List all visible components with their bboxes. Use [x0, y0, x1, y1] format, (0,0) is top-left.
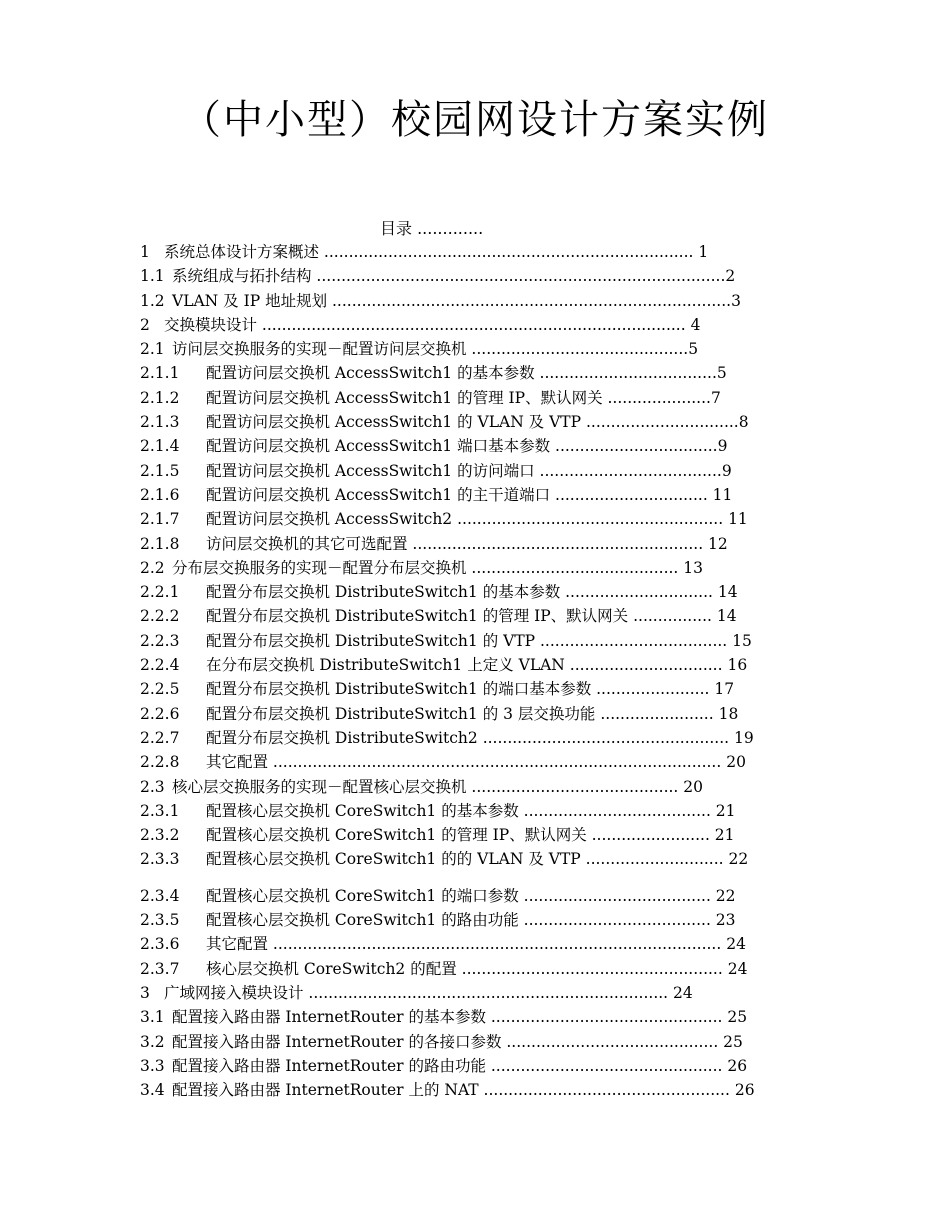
toc-entry[interactable]	[140, 556, 810, 580]
toc-entry[interactable]	[140, 1054, 810, 1078]
toc-entry-text: 配置接入路由器 InternetRouter 的各接口参数 ........................................... 25	[172, 1032, 743, 1051]
toc-entry-number: 1.1	[140, 267, 165, 286]
toc-entry-number: 2.3.7	[140, 959, 180, 978]
toc-entry-text: VLAN 及 IP 地址规划 .................................................................................3	[172, 291, 741, 310]
toc-entry[interactable]	[140, 313, 810, 337]
toc-entry-number: 2.3.2	[140, 826, 180, 845]
toc-entry-text: 配置接入路由器 InternetRouter 的路由功能 ............................................... 26	[172, 1056, 748, 1075]
toc-entry-text: 配置访问层交换机 AccessSwitch1 的基本参数 ....................................5	[206, 364, 727, 383]
toc-entry-number: 2	[140, 315, 150, 334]
toc-entry-number: 2.3	[140, 777, 165, 796]
toc-entry-text: 分布层交换服务的实现－配置分布层交换机 .......................................... 13	[172, 558, 704, 577]
toc-entry-number: 2.2.5	[140, 680, 180, 699]
table-of-contents	[140, 240, 810, 1102]
toc-entry-text: 配置分布层交换机 DistributeSwitch1 的基本参数 .............................. 14	[206, 583, 738, 602]
toc-entry-text: 访问层交换机的其它可选配置 ........................................................... 12	[206, 534, 728, 553]
toc-entry-text: 配置访问层交换机 AccessSwitch2 ...................................................... 11	[206, 510, 748, 529]
toc-entry-number: 2.1.7	[140, 510, 180, 529]
toc-entry-number: 2.2.6	[140, 704, 180, 723]
toc-entry[interactable]	[140, 580, 810, 604]
toc-entry[interactable]	[140, 726, 810, 750]
toc-entry-number: 2.3.5	[140, 911, 180, 930]
toc-entry-number: 2.2.1	[140, 583, 180, 602]
toc-entry-text: 配置访问层交换机 AccessSwitch1 的访问端口 .....................................9	[206, 461, 732, 480]
toc-entry-text: 其它配置 ........................................................................................... 20	[206, 753, 746, 772]
toc-entry[interactable]	[140, 386, 810, 410]
toc-entry[interactable]	[140, 1005, 810, 1029]
toc-entry-number: 2.3.4	[140, 886, 180, 905]
toc-entry-number: 3.4	[140, 1081, 165, 1100]
toc-entry-number: 2.2.2	[140, 607, 180, 626]
toc-entry[interactable]	[140, 932, 810, 956]
toc-entry-number: 2.1.2	[140, 388, 180, 407]
toc-entry[interactable]	[140, 337, 810, 361]
toc-entry-text: 核心层交换服务的实现－配置核心层交换机 .......................................... 20	[172, 777, 704, 796]
toc-entry-text: 配置分布层交换机 DistributeSwitch1 的管理 IP、默认网关 ................ 14	[206, 607, 737, 626]
toc-entry-number: 2.1.4	[140, 437, 180, 456]
toc-entry[interactable]	[140, 884, 810, 908]
toc-entry-number: 2.1.3	[140, 413, 180, 432]
toc-entry-number: 2.2	[140, 558, 165, 577]
toc-entry-text: 配置分布层交换机 DistributeSwitch1 的 3 层交换功能 ....................... 18	[206, 704, 739, 723]
toc-entry[interactable]	[140, 289, 810, 313]
toc-entry[interactable]	[140, 264, 810, 288]
toc-entry[interactable]	[140, 823, 810, 847]
toc-entry[interactable]	[140, 981, 810, 1005]
toc-entry-text: 配置核心层交换机 CoreSwitch1 的端口参数 ...................................... 22	[206, 886, 736, 905]
toc-entry[interactable]	[140, 410, 810, 434]
toc-entry-number: 1.2	[140, 291, 165, 310]
toc-entry-number: 2.1.1	[140, 364, 180, 383]
toc-entry-text: 配置分布层交换机 DistributeSwitch2 .................................................. 19	[206, 728, 754, 747]
toc-entry-number: 2.2.7	[140, 728, 180, 747]
toc-entry[interactable]	[140, 240, 810, 264]
toc-entry[interactable]	[140, 908, 810, 932]
toc-entry-text: 配置核心层交换机 CoreSwitch1 的管理 IP、默认网关 ........................ 21	[206, 826, 735, 845]
toc-entry[interactable]	[140, 434, 810, 458]
toc-entry-text: 系统组成与拓扑结构 ...................................................................................2	[172, 267, 736, 286]
toc-entry-number: 3.3	[140, 1056, 165, 1075]
toc-entry-text: 交换模块设计 ...................................................................................... 4	[164, 315, 701, 334]
toc-entry-text: 配置访问层交换机 AccessSwitch1 的 VLAN 及 VTP ...............................8	[206, 413, 749, 432]
toc-entry-text: 配置核心层交换机 CoreSwitch1 的基本参数 ...................................... 21	[206, 801, 736, 820]
toc-entry[interactable]	[140, 847, 810, 871]
toc-entry-number: 1	[140, 243, 150, 261]
toc-entry-text: 配置访问层交换机 AccessSwitch1 的主干道端口 ............................... 11	[206, 485, 733, 504]
toc-entry[interactable]	[140, 957, 810, 981]
toc-entry-number: 2.3.6	[140, 935, 180, 954]
document-title: （中小型）校园网设计方案实例	[181, 97, 769, 143]
toc-entry[interactable]	[140, 532, 810, 556]
toc-entry[interactable]	[140, 629, 810, 653]
toc-entry[interactable]	[140, 702, 810, 726]
toc-entry-text: 配置核心层交换机 CoreSwitch1 的的 VLAN 及 VTP ............................ 22	[206, 850, 749, 869]
toc-entry[interactable]	[140, 750, 810, 774]
toc-entry[interactable]	[140, 1078, 810, 1102]
toc-entry-text: 配置接入路由器 InternetRouter 的基本参数 ............................................... 25	[172, 1008, 748, 1027]
toc-entry[interactable]	[140, 1030, 810, 1054]
toc-entry-number: 2.2.8	[140, 753, 180, 772]
toc-entry[interactable]	[140, 604, 810, 628]
toc-entry[interactable]	[140, 775, 810, 799]
toc-entry-number: 2.1	[140, 340, 165, 359]
toc-entry-number: 2.1.6	[140, 485, 180, 504]
toc-entry-number: 2.2.4	[140, 656, 180, 675]
toc-heading: 目录 .............	[380, 219, 484, 238]
toc-entry-text: 访问层交换服务的实现－配置访问层交换机 ............................................5	[172, 340, 699, 359]
toc-entry-text: 在分布层交换机 DistributeSwitch1 上定义 VLAN ............................... 16	[206, 656, 748, 675]
toc-entry-number: 3.2	[140, 1032, 165, 1051]
toc-entry-text: 配置分布层交换机 DistributeSwitch1 的 VTP ...................................... 15	[206, 631, 752, 650]
toc-entry[interactable]	[140, 677, 810, 701]
toc-entry-text: 配置访问层交换机 AccessSwitch1 的管理 IP、默认网关 .....................7	[206, 388, 721, 407]
toc-entry[interactable]	[140, 361, 810, 385]
toc-entry-text: 其它配置 ........................................................................................... 24	[206, 935, 746, 954]
toc-entry-text: 配置接入路由器 InternetRouter 上的 NAT .................................................. 26	[172, 1081, 755, 1100]
toc-entry-text: 系统总体设计方案概述 ........................................................................... 1	[164, 243, 709, 261]
toc-entry-text: 配置访问层交换机 AccessSwitch1 端口基本参数 .................................9	[206, 437, 728, 456]
toc-entry[interactable]	[140, 459, 810, 483]
toc-entry-text: 配置核心层交换机 CoreSwitch1 的路由功能 ...................................... 23	[206, 911, 736, 930]
toc-entry-text: 核心层交换机 CoreSwitch2 的配置 ..................................................... 24	[206, 959, 748, 978]
toc-entry-number: 2.1.8	[140, 534, 180, 553]
toc-entry-number: 2.3.1	[140, 801, 180, 820]
toc-entry[interactable]	[140, 483, 810, 507]
toc-entry[interactable]	[140, 507, 810, 531]
toc-entry-number: 2.2.3	[140, 631, 180, 650]
toc-entry-text: 广域网接入模块设计 ......................................................................... 24	[164, 983, 693, 1002]
toc-entry-number: 3.1	[140, 1008, 165, 1027]
toc-entry-text: 配置分布层交换机 DistributeSwitch1 的端口基本参数 ....................... 17	[206, 680, 735, 699]
toc-entry-number: 2.3.3	[140, 850, 180, 869]
toc-entry-number: 2.1.5	[140, 461, 180, 480]
toc-entry-number: 3	[140, 983, 150, 1002]
toc-entry[interactable]	[140, 653, 810, 677]
toc-entry[interactable]	[140, 799, 810, 823]
